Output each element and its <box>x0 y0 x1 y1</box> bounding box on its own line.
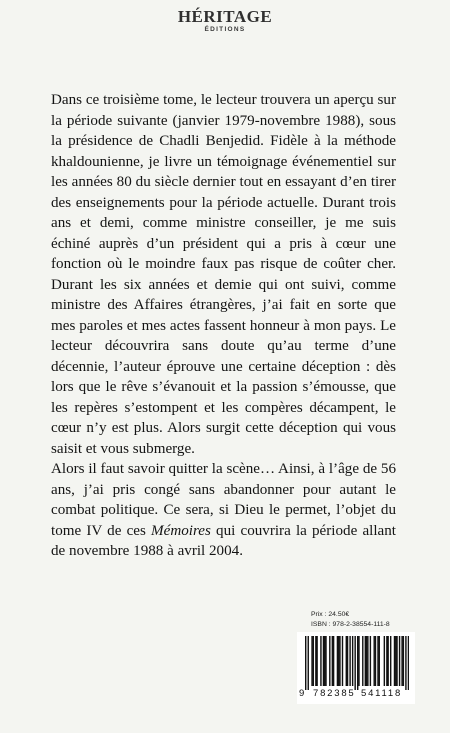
barcode-bar <box>349 636 350 686</box>
barcode-bar <box>399 636 400 686</box>
barcode-bar <box>395 636 396 686</box>
barcode-bar <box>366 636 367 686</box>
barcode-bar <box>405 636 406 690</box>
barcode-bar <box>352 636 353 686</box>
barcode-bar <box>311 636 312 686</box>
barcode-bar <box>384 636 385 686</box>
barcode-bar <box>313 636 314 686</box>
barcode-digits-right: 541118 <box>361 688 403 699</box>
barcode-bar <box>333 636 334 686</box>
publisher-logo <box>0 8 450 34</box>
barcode-bar <box>386 636 387 686</box>
barcode-bar <box>315 636 316 686</box>
price-text: Prix : 24.50€ <box>311 611 350 618</box>
barcode-bar <box>367 636 368 686</box>
back-cover-blurb <box>51 90 396 562</box>
book-title-italic: Mémoires <box>151 522 211 539</box>
logo-title: HÉRITAGE <box>177 7 273 26</box>
barcode-bar <box>339 636 340 686</box>
barcode-bar <box>358 636 359 686</box>
barcode-bar <box>316 636 317 686</box>
barcode-bar <box>401 636 402 686</box>
blurb-paragraph-1: Dans ce troisième tome, le lecteur trouvera un aperçu sur la période suivante (janvier 1979-novembre 1988), sous la présidence de Chadli Benjedid. Fidèle à la méthode khaldounienne, je livre un témoignage événementiel sur les années 80 du siècle dernier tout en essayant d’en tirer des enseignements pour la période actuelle. Durant trois ans et demi, comme ministre conseiller, je me suis échiné auprès d’un président qui a pris à cœur une fonction où le moindre faux pas risque de coûter cher. Durant les six années et demie qui ont suivi, comme ministre des Affaires étrangères, j’ai fait en sorte que mes paroles et mes actes fassent honneur à mon pays. Le lecteur découvrira sans doute qu’au terme d’une décennie, l’auteur éprouve une certaine déception : dès lors que le rêve s’évanouit et la passion s’émousse, que les repères s’estompent et les compères décampent, le cœur n’y est plus. Alors surgit cette déception qui vous saisit et vous submerge. <box>51 92 396 457</box>
barcode-icon <box>305 636 409 690</box>
barcode-bar <box>379 636 380 686</box>
barcode-bar <box>338 636 339 686</box>
barcode-bar <box>370 636 371 686</box>
isbn-text: ISBN : 978-2-38554-111-8 <box>311 620 390 628</box>
barcode-bar <box>337 636 338 686</box>
barcode-bar <box>357 636 358 690</box>
barcode-bar <box>390 636 391 686</box>
barcode-bar <box>342 636 343 686</box>
barcode-bar <box>308 636 309 690</box>
barcode-bar <box>373 636 374 686</box>
barcode-bar <box>403 636 404 686</box>
barcode-bar <box>323 636 324 686</box>
barcode-bar <box>408 636 409 690</box>
barcode-bar <box>346 636 347 686</box>
barcode-bar <box>396 636 397 686</box>
barcode-bar <box>387 636 388 686</box>
barcode-bar <box>329 636 330 686</box>
barcode-bar <box>324 636 325 686</box>
barcode-bar <box>362 636 363 686</box>
barcode-bar <box>332 636 333 686</box>
barcode-bar <box>354 636 355 690</box>
blurb-paragraph-2-text: Alors il faut savoir quitter la scène… Ainsi, à l’âge de 56 ans, j’ai pris congé sans abandonner pour autant le combat politique. Ce sera, si Dieu le permet, l’objet du tome IV de ces <box>51 461 396 539</box>
blurb-paragraph-2 <box>51 459 396 562</box>
barcode-digits-left: 782385 <box>313 688 356 699</box>
barcode-bar <box>394 636 395 686</box>
blurb-paragraph-2-end: qui couvrira la période allant de novembre 1988 à avril 2004. <box>51 522 396 559</box>
barcode-bar <box>365 636 366 686</box>
barcode-bar <box>320 636 321 686</box>
barcode-bar <box>325 636 326 686</box>
barcode-digit-first: 9 <box>299 688 305 699</box>
barcode-bar <box>377 636 378 686</box>
barcode-bar <box>347 636 348 686</box>
barcode-box <box>297 632 415 704</box>
barcode-bar <box>375 636 376 686</box>
price-isbn-block <box>311 610 390 629</box>
barcode-bar <box>305 636 306 690</box>
logo-subtitle: ÉDITIONS <box>204 26 246 33</box>
